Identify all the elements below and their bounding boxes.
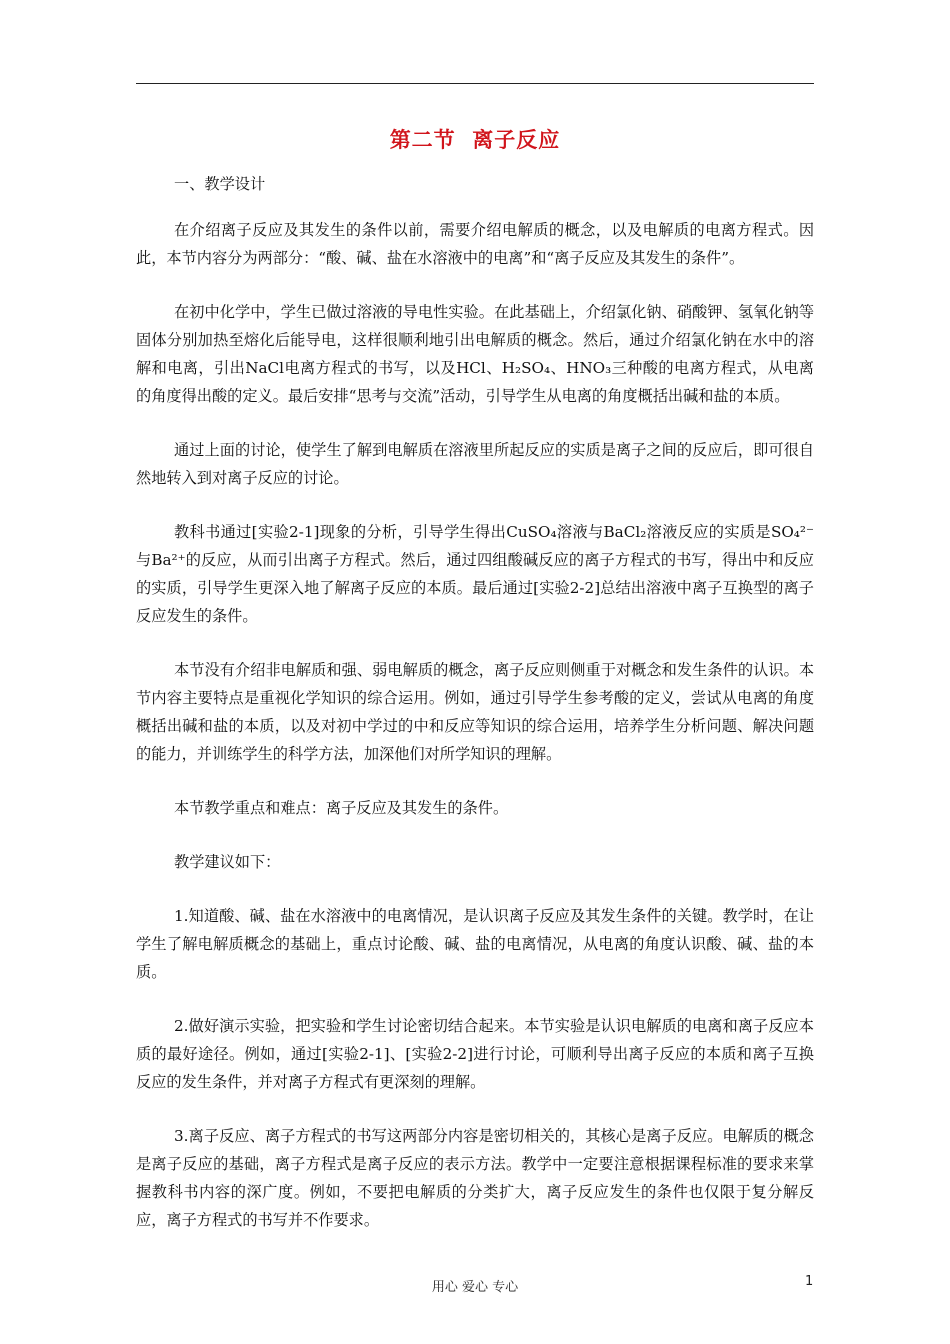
paragraph: 本节教学重点和难点：离子反应及其发生的条件。 xyxy=(174,799,509,817)
list-item: 2.做好演示实验，把实验和学生讨论密切结合起来。本节实验是认识电解质的电离和离子反应本质的最好途径。例如，通过[实验2-1]、[实验2-2]进行讨论，可顺利导出离子反应的本质和离子互换反应的发生条件，并对离子方程式有更深刻的理解。 xyxy=(136,1017,814,1091)
list-item: 1.知道酸、碱、盐在水溶液中的电离情况，是认识离子反应及其发生条件的关键。教学时，在让学生了解电解质概念的基础上，重点讨论酸、碱、盐的电离情况，从电离的角度认识酸、碱、盐的本质。 xyxy=(136,907,814,981)
paragraph: 在初中化学中，学生已做过溶液的导电性实验。在此基础上，介绍氯化钠、硝酸钾、氢氧化钠等固体分别加热至熔化后能导电，这样很顺利地引出电解质的概念。然后，通过介绍氯化钠在水中的溶解和电离，引出NaCl电离方程式的书写，以及HCl、H₂SO₄、HNO₃三种酸的电离方程式，从电离的角度得出酸的定义。最后安排“思考与交流”活动，引导学生从电离的角度概括出碱和盐的本质。 xyxy=(136,303,814,405)
paragraph: 本节没有介绍非电解质和强、弱电解质的概念，离子反应则侧重于对概念和发生条件的认识。本节内容主要特点是重视化学知识的综合运用。例如，通过引导学生参考酸的定义，尝试从电离的角度概括出碱和盐的本质，以及对初中学过的中和反应等知识的综合运用，培养学生分析问题、解决问题的能力，并训练学生的科学方法，加深他们对所学知识的理解。 xyxy=(136,661,814,763)
page-number: 1 xyxy=(805,1274,814,1289)
paragraph: 教科书通过[实验2-1]现象的分析，引导学生得出CuSO₄溶液与BaCl₂溶液反应的实质是SO₄²⁻与Ba²⁺的反应，从而引出离子方程式。然后，通过四组酸碱反应的离子方程式的书写，得出中和反应的实质，引导学生更深入地了解离子反应的本质。最后通过[实验2-2]总结出溶液中离子互换型的离子反应发生的条件。 xyxy=(136,523,814,625)
section-heading: 一、教学设计 xyxy=(174,175,266,193)
paragraph: 教学建议如下： xyxy=(174,853,281,871)
header-rule xyxy=(136,83,814,84)
list-item: 3.离子反应、离子方程式的书写这两部分内容是密切相关的，其核心是离子反应。电解质的概念是离子反应的基础，离子方程式是离子反应的表示方法。教学中一定要注意根据课程标准的要求来掌握教科书内容的深广度。例如，不要把电解质的分类扩大，离子反应发生的条件也仅限于复分解反应，离子方程式的书写并不作要求。 xyxy=(136,1127,814,1229)
paragraph: 在介绍离子反应及其发生的条件以前，需要介绍电解质的概念，以及电解质的电离方程式。因此，本节内容分为两部分：“酸、碱、盐在水溶液中的电离”和“离子反应及其发生的条件”。 xyxy=(136,221,814,267)
page-title: 第二节 离子反应 xyxy=(389,128,561,152)
paragraph: 通过上面的讨论，使学生了解到电解质在溶液里所起反应的实质是离子之间的反应后，即可很自然地转入到对离子反应的讨论。 xyxy=(136,441,814,487)
document-body xyxy=(136,170,814,1260)
footer-text: 用心 爱心 专心 xyxy=(431,1280,519,1295)
